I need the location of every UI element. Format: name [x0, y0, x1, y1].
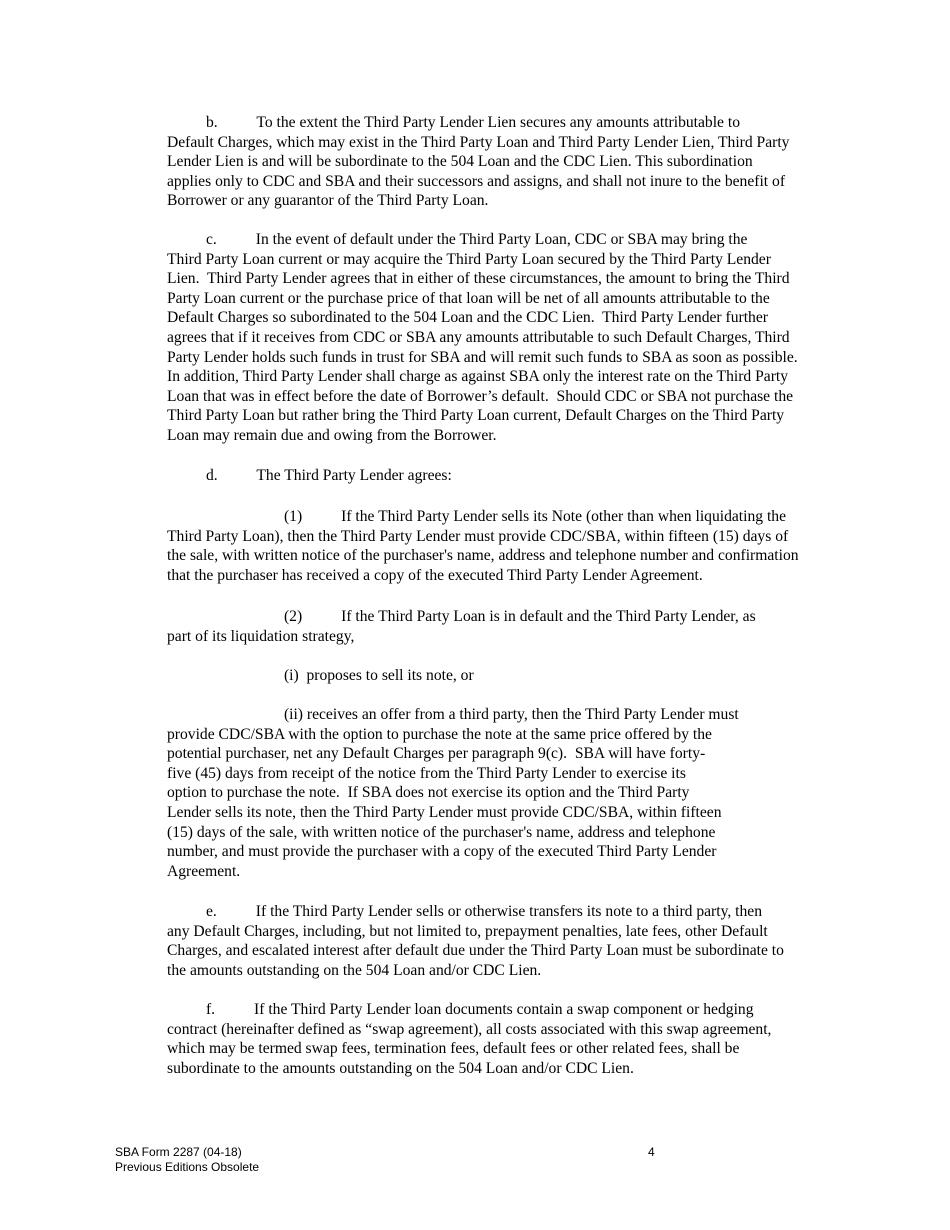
text-line: the sale, with written notice of the purchaser's name, address and telephone number and confirmation	[167, 547, 799, 565]
text-line: which may be termed swap fees, termination fees, default fees or other related fees, shall be	[167, 1040, 740, 1058]
text-line: contract (hereinafter defined as “swap agreement), all costs associated with this swap agreement,	[167, 1020, 772, 1038]
text-line: Lien. Third Party Lender agrees that in either of these circumstances, the amount to bring the Third	[167, 270, 790, 288]
text-line: Agreement.	[167, 862, 241, 880]
text-line: In addition, Third Party Lender shall charge as against SBA only the interest rate on the Third Party	[167, 368, 789, 386]
text-line: Third Party Loan but rather bring the Third Party Loan current, Default Charges on the Third Party	[167, 407, 785, 425]
text-line: Third Party Loan), then the Third Party Lender must provide CDC/SBA, within fifteen (15) days of	[167, 527, 789, 545]
text-line: b. To the extent the Third Party Lender Lien secures any amounts attributable to	[167, 114, 740, 131]
text-line: five (45) days from receipt of the notice from the Third Party Lender to exercise its	[167, 764, 686, 782]
text-line: the amounts outstanding on the 504 Loan and/or CDC Lien.	[167, 961, 542, 979]
text-line: Default Charges, which may exist in the Third Party Loan and Third Party Lender Lien, Third Party	[167, 133, 790, 151]
text-line: Loan may remain due and owing from the Borrower.	[167, 426, 497, 444]
text-line: c. In the event of default under the Third Party Loan, CDC or SBA may bring the	[167, 231, 748, 248]
paragraph-e	[167, 902, 839, 980]
text-line: (1) If the Third Party Lender sells its Note (other than when liquidating the	[167, 508, 787, 525]
paragraph-f	[167, 1000, 839, 1078]
paragraph-d2	[167, 607, 839, 646]
paragraph-d2-ii	[167, 705, 839, 881]
text-line: Default Charges so subordinated to the 504 Loan and the CDC Lien. Third Party Lender further	[167, 309, 768, 327]
page-number	[648, 1145, 655, 1160]
text-line: option to purchase the note. If SBA does not exercise its option and the Third Party	[167, 784, 690, 802]
text-line: applies only to CDC and SBA and their successors and assigns, and shall not inure to the benefit of	[167, 172, 786, 190]
text-line: (ii) receives an offer from a third party, then the Third Party Lender must	[167, 706, 739, 723]
text-line: d. The Third Party Lender agrees:	[167, 467, 452, 484]
paragraph-d1	[167, 507, 839, 585]
text-line: Party Lender holds such funds in trust for SBA and will remit such funds to SBA as soon as possible.	[167, 348, 798, 366]
text-line: agrees that if it receives from CDC or SBA any amounts attributable to such Default Charges, Third	[167, 328, 790, 346]
footer-form-info	[115, 1145, 259, 1174]
text-line: e. If the Third Party Lender sells or otherwise transfers its note to a third party, then	[167, 903, 763, 920]
text-line: (2) If the Third Party Loan is in default and the Third Party Lender, as	[167, 608, 756, 625]
text-line: provide CDC/SBA with the option to purchase the note at the same price offered by the	[167, 725, 712, 743]
text-line: Lender sells its note, then the Third Party Lender must provide CDC/SBA, within fifteen	[167, 803, 722, 821]
form-id: SBA Form 2287 (04-18)	[115, 1145, 242, 1159]
editions-note: Previous Editions Obsolete	[115, 1159, 260, 1174]
paragraph-d2-i	[167, 666, 839, 686]
text-line: Party Loan current or the purchase price of that loan will be net of all amounts attributable to the	[167, 289, 770, 307]
text-line: Charges, and escalated interest after default due under the Third Party Loan must be subordinate to	[167, 942, 784, 960]
text-line: potential purchaser, net any Default Charges per paragraph 9(c). SBA will have forty-	[167, 745, 706, 763]
text-line: f. If the Third Party Lender loan documents contain a swap component or hedging	[167, 1001, 754, 1018]
text-line: (i) proposes to sell its note, or	[167, 667, 474, 684]
text-line: Third Party Loan current or may acquire the Third Party Loan secured by the Third Party Lender	[167, 250, 771, 268]
text-line: that the purchaser has received a copy of the executed Third Party Lender Agreement.	[167, 566, 703, 584]
text-line: (15) days of the sale, with written notice of the purchaser's name, address and telephone	[167, 823, 716, 841]
text-line: part of its liquidation strategy,	[167, 627, 355, 645]
paragraph-c	[167, 230, 839, 446]
text-line: subordinate to the amounts outstanding on the 504 Loan and/or CDC Lien.	[167, 1059, 634, 1077]
paragraph-b	[167, 113, 839, 211]
text-line: Lender Lien is and will be subordinate to the 504 Loan and the CDC Lien. This subordination	[167, 153, 753, 171]
paragraph-d	[167, 466, 839, 486]
text-line: any Default Charges, including, but not limited to, prepayment penalties, late fees, other Default	[167, 922, 768, 940]
text-line: Borrower or any guarantor of the Third Party Loan.	[167, 192, 489, 210]
text-line: Loan that was in effect before the date of Borrower’s default. Should CDC or SBA not purchase the	[167, 387, 794, 405]
text-line: number, and must provide the purchaser with a copy of the executed Third Party Lender	[167, 843, 717, 861]
page-number-text: 4	[648, 1145, 655, 1159]
